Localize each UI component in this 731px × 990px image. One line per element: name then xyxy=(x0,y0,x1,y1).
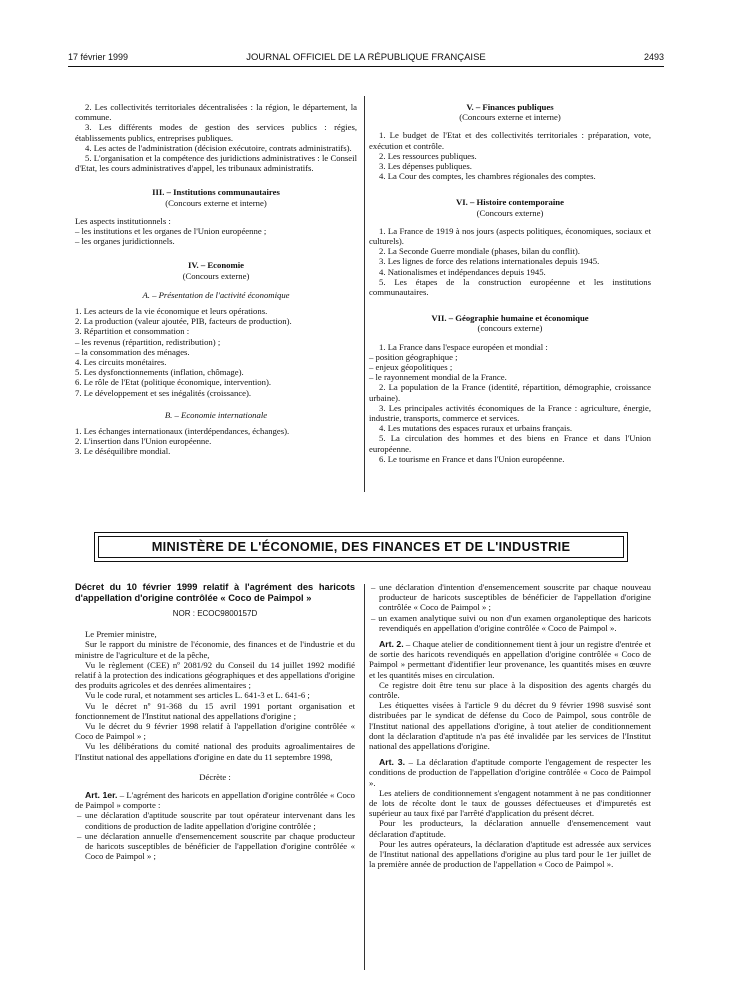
list-item: 5. L'organisation et la compétence des juridictions administratives : le Conseil d'Etat, les cours administratives d'appel, les tribunaux administratifs. xyxy=(75,153,357,174)
journal-title: JOURNAL OFFICIEL DE LA RÉPUBLIQUE FRANÇAISE xyxy=(246,52,486,63)
decree-paragraph: Pour les producteurs, la déclaration annuelle d'ensemencement vaut déclaration d'aptitude. xyxy=(369,818,651,839)
dash-item: – une déclaration d'intention d'ensemencement souscrite par chaque nouveau producteur de haricots susceptibles de bénéficier de l'appellation d'origine contrôlée « Coco de Paimpol » ; xyxy=(371,582,651,613)
list-item: 2. Les ressources publiques. xyxy=(379,150,477,161)
page-number: 2493 xyxy=(643,52,664,62)
dash-item: – une déclaration d'aptitude souscrite par tout opérateur intervenant dans les conditions de production de ladite appellation d'origine contrôlée ; xyxy=(77,810,355,831)
list-item: 5. Les dysfonctionnements (inflation, chômage). xyxy=(75,367,244,378)
list-item: 6. Le tourisme en France et dans l'Union européenne. xyxy=(379,453,565,464)
article-2 xyxy=(369,639,651,680)
list-item: 1. Les échanges internationaux (interdépendances, échanges). xyxy=(75,426,290,437)
section-title: VII. – Géographie humaine et économique xyxy=(431,313,589,324)
section-subtitle: (Concours externe et interne) xyxy=(165,197,267,208)
article-label: Art. 1er. xyxy=(85,790,118,801)
list-item: 1. La France de 1919 à nos jours (aspects politiques, économiques, sociaux et culturels). xyxy=(369,225,651,247)
subsection-heading: A. – Présentation de l'activité économique xyxy=(142,289,290,300)
list-item: 1. La France dans l'espace européen et mondial : xyxy=(379,341,548,352)
article-text: – Chaque atelier de conditionnement tient à jour un registre d'entrée et de sortie des haricots revendiqués en appellation d'origine contrôlée « Coco de Paimpol » permettant d'identifier leur provenance, les quantités mises en œuvre et les quantités mises en circulation. xyxy=(369,639,651,680)
section-subtitle: (Concours externe et interne) xyxy=(459,112,561,123)
list-item: 4. Nationalismes et indépendances depuis 1945. xyxy=(379,266,546,277)
page-header xyxy=(68,52,664,66)
list-item: 2. L'insertion dans l'Union européenne. xyxy=(75,436,212,447)
decrete-heading: Décrète : xyxy=(199,771,231,782)
list-item: – position géographique ; xyxy=(369,351,458,362)
article-3 xyxy=(369,757,651,788)
header-rule xyxy=(68,66,664,67)
article-1 xyxy=(75,790,355,810)
list-item: 4. Les mutations des espaces ruraux et urbains français. xyxy=(379,423,572,434)
column-divider xyxy=(364,96,365,492)
list-item: 3. Les lignes de force des relations internationales depuis 1945. xyxy=(379,256,600,267)
section-subtitle: (Concours externe) xyxy=(476,207,544,218)
section-title: IV. – Economie xyxy=(187,260,245,271)
dash-item: – une déclaration annuelle d'ensemencement souscrite par chaque producteur de haricots susceptibles de bénéficier de l'appellation d'origine contrôlée « Coco de Paimpol » ; xyxy=(77,830,355,862)
decree-title: Décret du 10 février 1999 relatif à l'agrément des haricots d'appellation d'origine contrôlée « Coco de Paimpol » xyxy=(75,582,355,603)
list-item: 2. La Seconde Guerre mondiale (phases, bilan du conflit). xyxy=(379,246,580,257)
list-item: 3. Répartition et consommation : xyxy=(75,326,190,337)
list-item: 1. Les acteurs de la vie économique et leurs opérations. xyxy=(75,306,268,317)
dash-item: – un examen analytique suivi ou non d'un examen organoleptique des haricots revendiqués en appellation d'origine contrôlée « Coco de Paimpol ». xyxy=(371,612,651,633)
article-label: Art. 3. xyxy=(379,757,406,768)
left-column-top xyxy=(75,102,357,457)
decree-paragraph: Sur le rapport du ministre de l'économie, des finances et de l'industrie et du ministre de l'agriculture et de la pêche, xyxy=(75,639,355,660)
list-item: – les organes juridictionnels. xyxy=(75,236,175,247)
decree-paragraph: Les ateliers de conditionnement s'engagent notamment à ne pas conditionner de lots de récolte dont le taux de gousses défectueuses et d'impuretés est supérieur au taux fixé par l'arrêté d'application du présent décret. xyxy=(369,787,651,819)
column-divider xyxy=(364,584,365,970)
decree-paragraph: Vu le règlement (CEE) nº 2081/92 du Conseil du 14 juillet 1992 modifié relatif à la protection des indications géographiques et des appellations d'origine des produits agricoles et des denrées alimentaires ; xyxy=(75,659,355,691)
list-item: Les aspects institutionnels : xyxy=(75,215,171,226)
list-item: – les institutions et les organes de l'Union européenne ; xyxy=(75,226,267,237)
decree-paragraph: Vu le code rural, et notamment ses articles L. 641-3 et L. 641-6 ; xyxy=(85,690,310,701)
list-item: 3. Les dépenses publiques. xyxy=(379,161,472,172)
section-title: III. – Institutions communautaires xyxy=(152,187,280,198)
section-subtitle: (concours externe) xyxy=(477,323,543,334)
decree-paragraph: Vu le décret du 9 février 1998 relatif à l'appellation d'origine contrôlée « Coco de Paimpol » ; xyxy=(75,721,355,742)
list-item: 5. La circulation des hommes et des biens en France et dans l'Union européenne. xyxy=(369,433,651,454)
right-column-top xyxy=(369,102,651,464)
section-title: VI. – Histoire contemporaine xyxy=(456,197,564,208)
article-label: Art. 2. xyxy=(379,639,404,650)
list-item: 2. Les collectivités territoriales décentralisées : la région, le département, la commune. xyxy=(75,102,357,123)
subsection-heading: B. – Economie internationale xyxy=(164,409,268,420)
list-item: 4. Les actes de l'administration (décision exécutoire, contrats administratifs). xyxy=(85,142,352,153)
list-item: – les revenus (répartition, redistribution) ; xyxy=(75,336,221,347)
decree-paragraph: Vu les délibérations du comité national des produits agroalimentaires de l'Institut national des appellations d'origine en date du 11 septembre 1998, xyxy=(75,741,355,762)
ministry-heading: MINISTÈRE DE L'ÉCONOMIE, DES FINANCES ET DE L'INDUSTRIE xyxy=(98,536,624,558)
header-date: 17 février 1999 xyxy=(68,52,129,62)
decree-left-column xyxy=(75,582,355,861)
decree-paragraph: Pour les autres opérateurs, la déclaration d'aptitude est adressée aux services de l'Institut national des appellations d'origine au plus tard pour le 1er juillet de la première année de production de l'appellation « Coco de Paimpol ». xyxy=(369,838,651,870)
list-item: 2. La population de la France (identité, répartition, démographie, croissance urbaine). xyxy=(369,382,651,403)
article-text: – L'agrément des haricots en appellation d'origine contrôlée « Coco de Paimpol » comporte : xyxy=(75,790,355,811)
list-item: 3. Les principales activités économiques de la France : agriculture, énergie, industrie, transports, commerce et services. xyxy=(369,402,651,424)
section-title: V. – Finances publiques xyxy=(466,102,554,112)
list-item: 5. Les étapes de la construction européenne et les institutions communautaires. xyxy=(369,276,651,298)
list-item: 3. Le déséquilibre mondial. xyxy=(75,446,171,457)
nor-reference: NOR : ECOC9800157D xyxy=(172,609,258,618)
list-item: 1. Le budget de l'Etat et des collectivités territoriales : préparation, vote, exécution et contrôle. xyxy=(369,130,651,151)
article-text: – La déclaration d'aptitude comporte l'engagement de respecter les conditions de production de l'appellation d'origine contrôlée « Coco de Paimpol ». xyxy=(369,757,651,788)
decree-paragraph: Les étiquettes visées à l'article 9 du décret du 9 février 1998 susvisé sont distribuées par le syndicat de défense du Coco de Paimpol, sous contrôle de l'Institut national des appellations d'origine, à tout atelier de conditionnement dont la déclaration d'aptitude n'a pas été invalidée par les services de l'Institut national des appellations d'origine. xyxy=(369,700,651,752)
list-item: 4. La Cour des comptes, les chambres régionales des comptes. xyxy=(379,171,596,182)
list-item: – la consommation des ménages. xyxy=(75,346,190,357)
section-subtitle: (Concours externe) xyxy=(182,270,250,281)
list-item: 3. Les différents modes de gestion des services publics : régies, établissements publics, entreprises publiques. xyxy=(75,122,357,143)
list-item: – le rayonnement mondial de la France. xyxy=(369,372,507,383)
decree-paragraph: Le Premier ministre, xyxy=(85,629,157,640)
list-item: 6. Le rôle de l'Etat (politique économique, intervention). xyxy=(75,377,272,388)
decree-paragraph: Ce registre doit être tenu sur place à la disposition des agents chargés du contrôle. xyxy=(369,679,651,701)
list-item: – enjeux géopolitiques ; xyxy=(369,362,453,373)
decree-paragraph: Vu le décret nº 91-368 du 15 avril 1991 portant organisation et fonctionnement de l'Institut national des appellations d'origine ; xyxy=(75,700,355,721)
list-item: 2. La production (valeur ajoutée, PIB, facteurs de production). xyxy=(75,316,292,327)
decree-right-column xyxy=(369,582,651,869)
list-item: 4. Les circuits monétaires. xyxy=(75,357,167,368)
list-item: 7. Le développement et ses inégalités (croissance). xyxy=(75,387,252,398)
